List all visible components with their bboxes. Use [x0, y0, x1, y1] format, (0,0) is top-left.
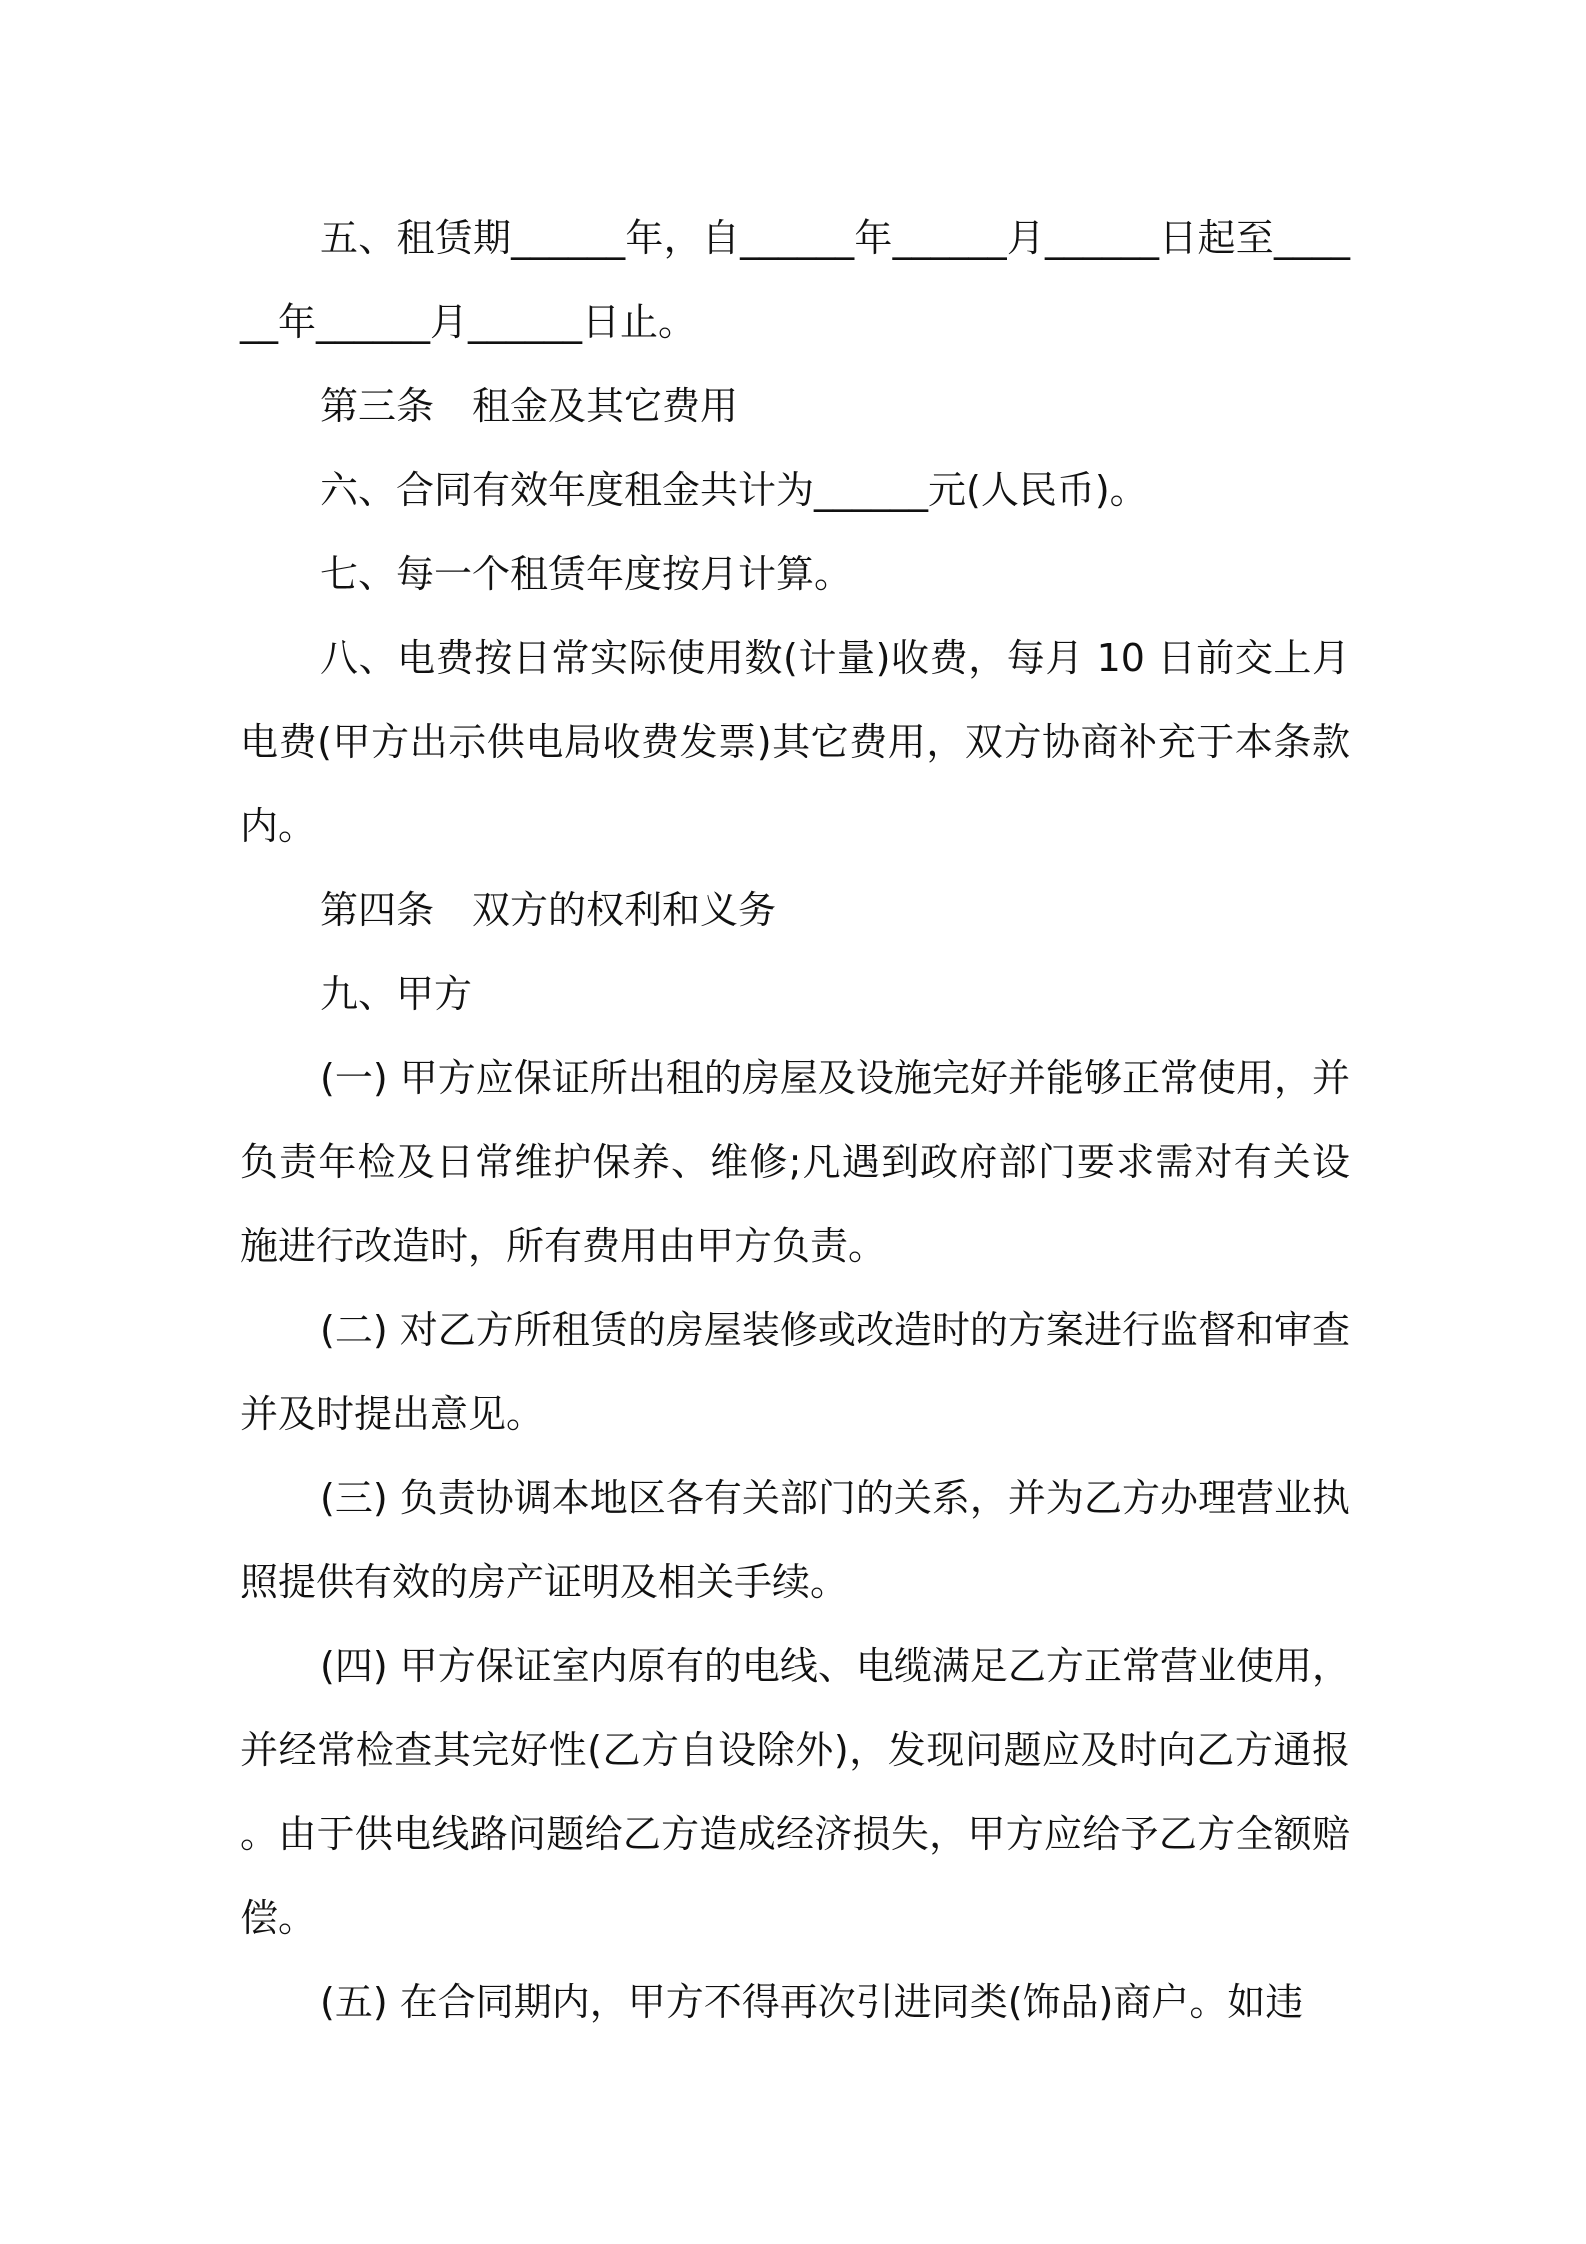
article-four-heading: 第四条 双方的权利和义务 — [320, 888, 777, 932]
contract-body — [240, 196, 1350, 2044]
clause-monthly-calculation: 七、每一个租赁年度按月计算。 — [320, 552, 853, 596]
clause-annual-rent: 六、合同有效年度租金共计为______元(人民币)。 — [320, 468, 1148, 512]
clause-party-a-item-4: (四) 甲方保证室内原有的电线、电缆满足乙方正常营业使用，并经常检查其完好性(乙方自设除外)，发现问题应及时向乙方通报。由于供电线路问题给乙方造成经济损失，甲方应给予乙方全额赔偿。 — [240, 1644, 1350, 1940]
clause-party-a-item-3: (三) 负责协调本地区各有关部门的关系，并为乙方办理营业执照提供有效的房产证明及相关手续。 — [240, 1476, 1350, 1604]
clause-party-a-item-5: (五) 在合同期内，甲方不得再次引进同类(饰品)商户。如违 — [320, 1980, 1304, 2024]
clause-party-a-heading: 九、甲方 — [320, 972, 473, 1016]
clause-party-a-item-1: (一) 甲方应保证所出租的房屋及设施完好并能够正常使用，并负责年检及日常维护保养、维修;凡遇到政府部门要求需对有关设施进行改造时，所有费用由甲方负责。 — [240, 1056, 1350, 1268]
clause-lease-term: 五、租赁期______年，自______年______月______日起至______年______月______日止。 — [240, 216, 1350, 344]
article-three-heading: 第三条 租金及其它费用 — [320, 384, 739, 428]
clause-electricity-fee: 八、电费按日常实际使用数(计量)收费，每月 10 日前交上月电费(甲方出示供电局收费发票)其它费用，双方协商补充于本条款内。 — [240, 636, 1350, 848]
clause-party-a-item-2: (二) 对乙方所租赁的房屋装修或改造时的方案进行监督和审查并及时提出意见。 — [240, 1308, 1350, 1436]
